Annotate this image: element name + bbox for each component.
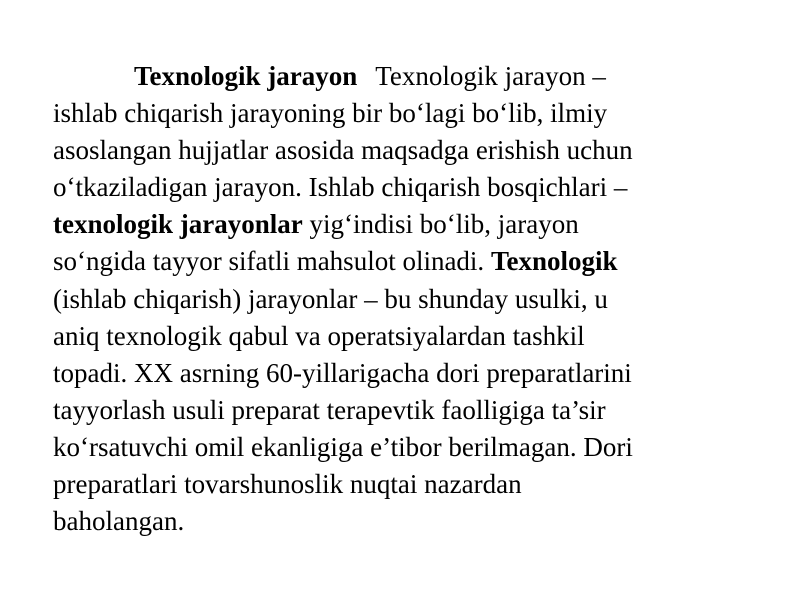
line-10-text: tayyorlash usuli preparat terapevtik faolligiga ta’sir	[53, 394, 606, 425]
line-7-text: (ishlab chiqarish) jarayonlar – bu shunday usulki, u	[53, 283, 608, 314]
bold-term-texnologik-jarayonlar: texnologik jarayonlar	[53, 209, 303, 240]
heading-term: Texnologik jarayon	[134, 61, 358, 91]
line-2-text: ishlab chiqarish jarayoning bir bo‘lagi bo‘lib, ilmiy	[53, 98, 608, 129]
line-5-text: yig‘indisi bo‘lib, jarayon	[302, 209, 579, 240]
line-1-text: Texnologik jarayon –	[375, 61, 606, 91]
line-12-text: preparatlari tovarshunoslik nuqtai nazardan	[53, 469, 522, 500]
line-4-text: o‘tkaziladigan jarayon. Ishlab chiqarish bosqichlari –	[53, 172, 628, 203]
line-13-text: baholangan.	[53, 506, 185, 537]
line-3-text: asoslangan hujjatlar asosida maqsadga erishish uchun	[53, 135, 633, 166]
body-paragraph	[53, 58, 753, 540]
line-8-text: aniq texnologik qabul va operatsiyalardan tashkil	[53, 320, 585, 351]
line-6-text: so‘ngida tayyor sifatli mahsulot olinadi.	[53, 246, 491, 277]
bold-term-texnologik: Texnologik	[490, 246, 618, 277]
line-11-text: ko‘rsatuvchi omil ekanligiga e’tibor berilmagan. Dori	[53, 431, 633, 462]
line-9-text: topadi. XX asrning 60-yillarigacha dori preparatlarini	[53, 357, 632, 388]
